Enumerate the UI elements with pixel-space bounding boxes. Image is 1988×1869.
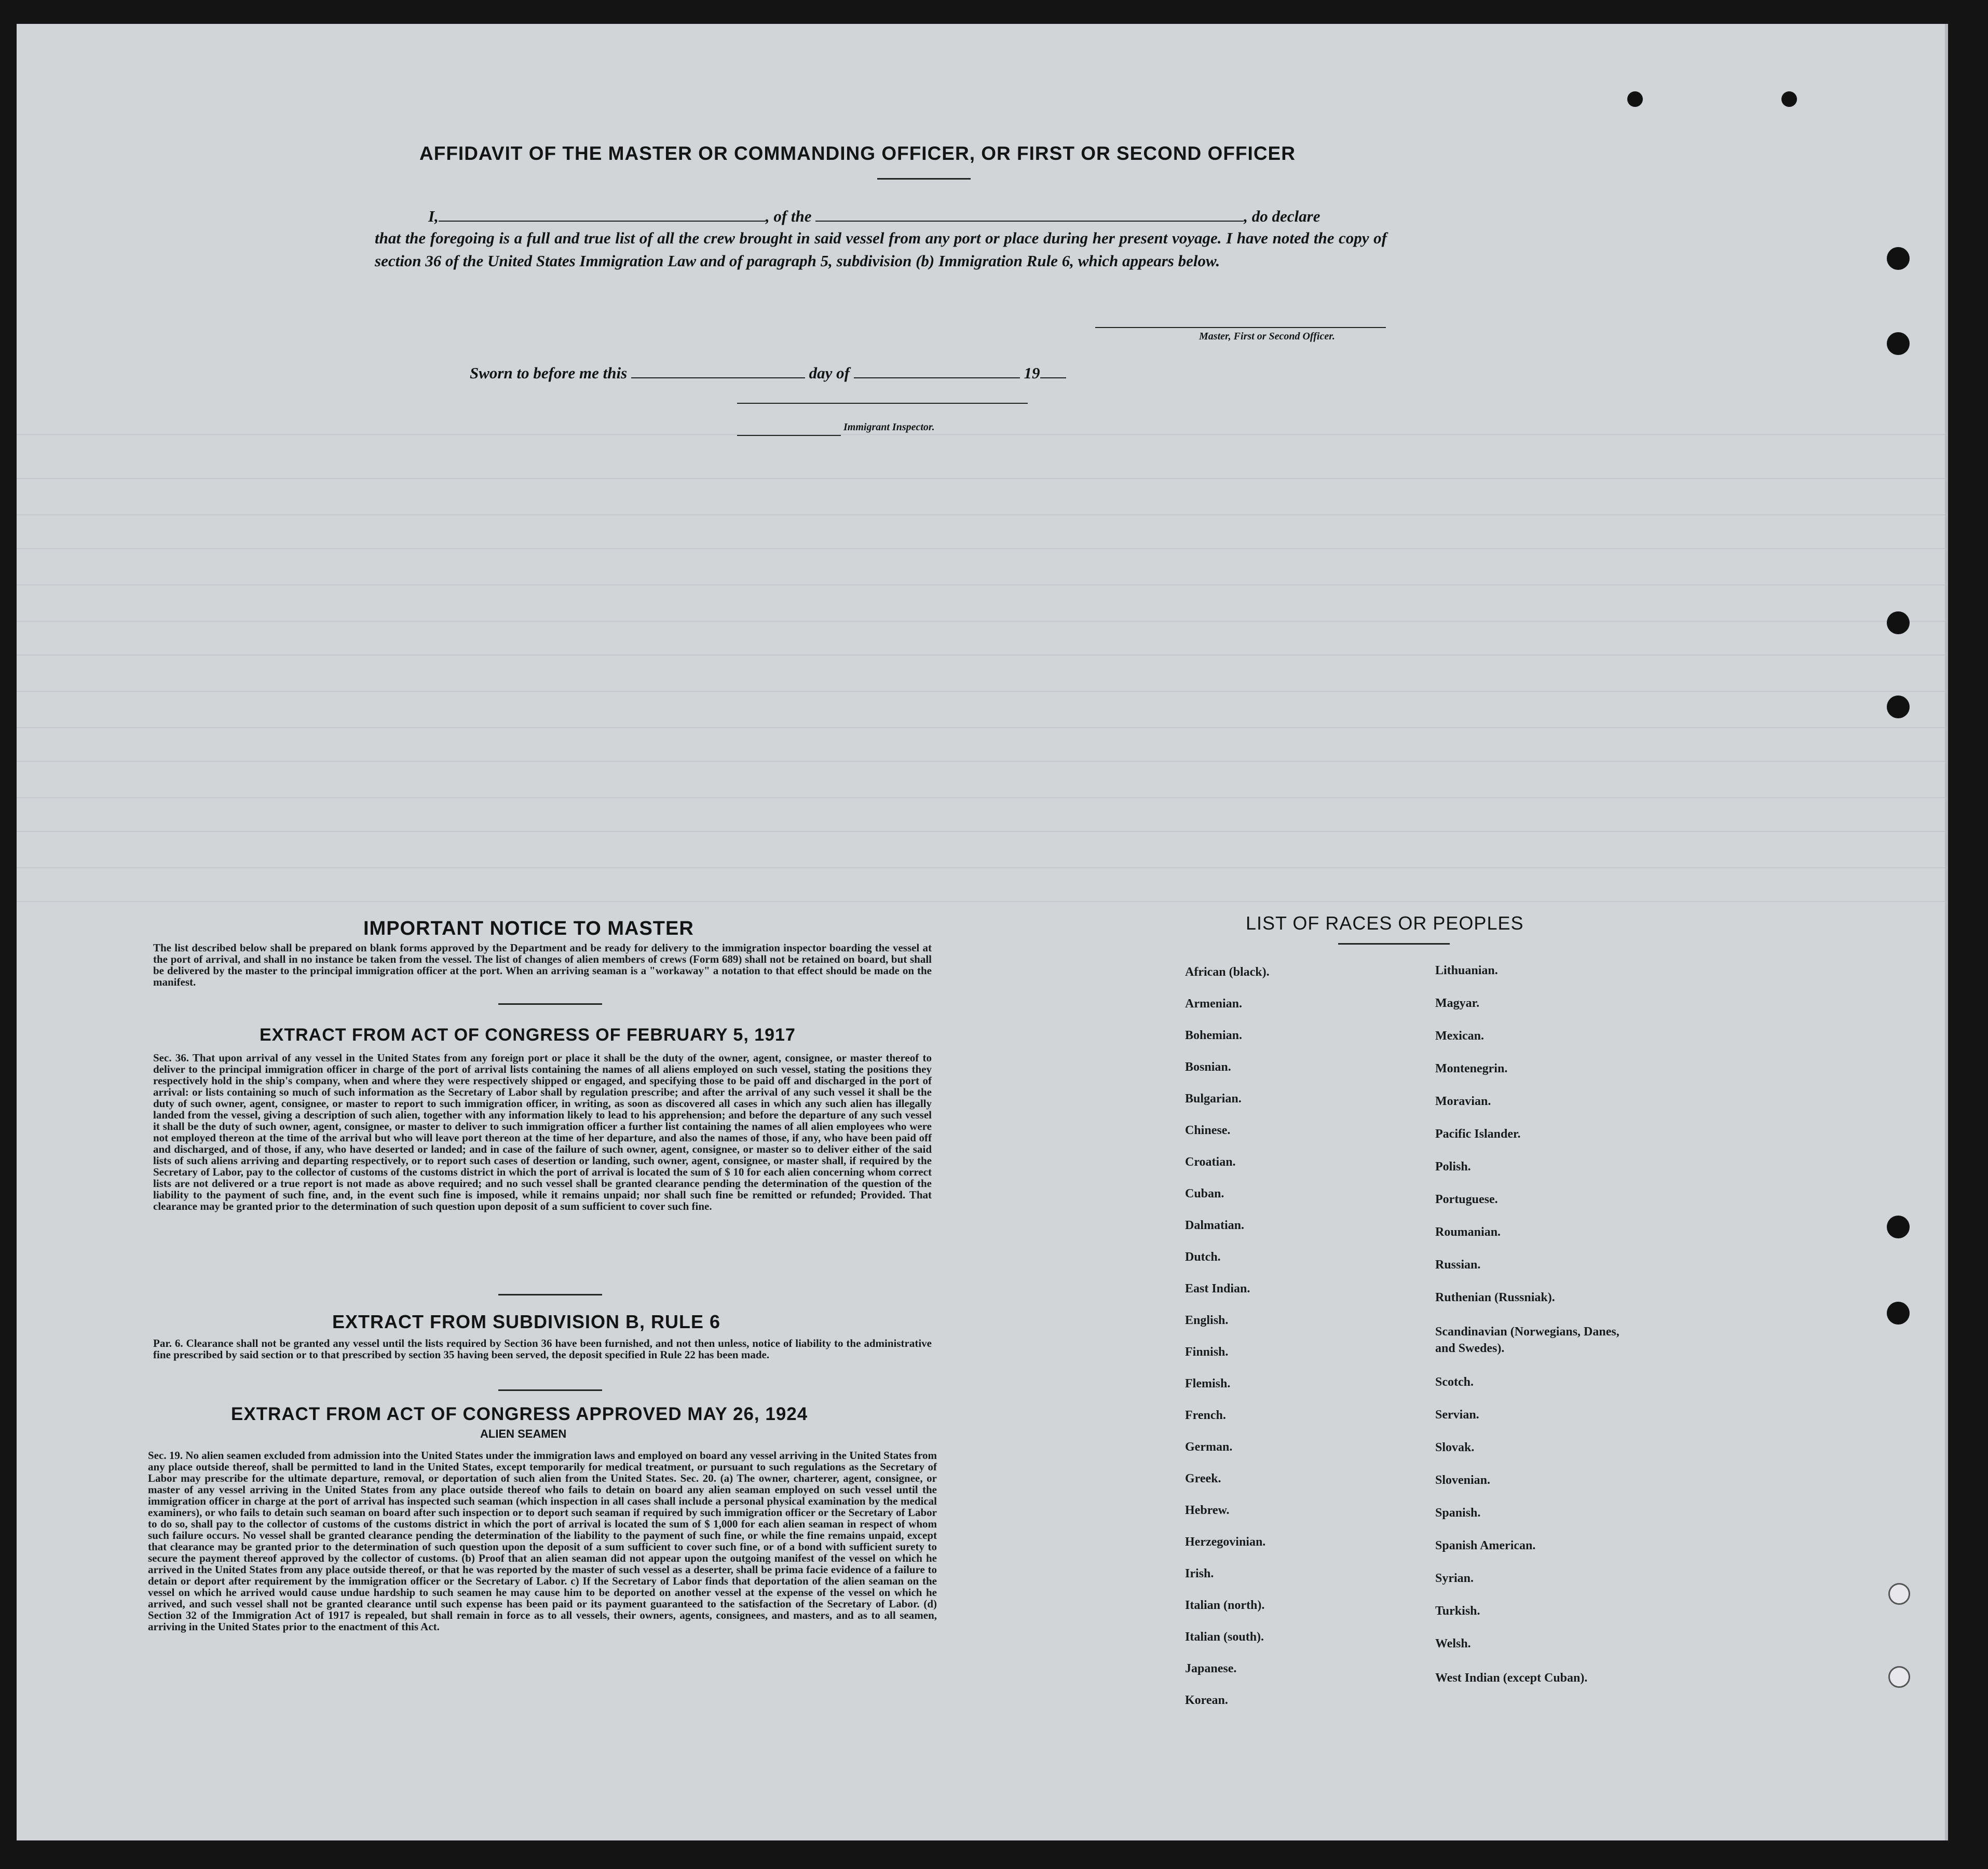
race-item: Bosnian. [1185,1060,1231,1074]
race-item: Moravian. [1435,1095,1491,1108]
race-item: Scotch. [1435,1375,1474,1389]
master-signature-caption: Master, First or Second Officer. [1199,331,1335,342]
race-item: Montenegrin. [1435,1062,1508,1075]
notice-title: IMPORTANT NOTICE TO MASTER [363,918,694,939]
rule6-divider [498,1389,602,1391]
inspector-signature-line2 [737,435,841,436]
race-item: Japanese. [1185,1662,1237,1675]
affidavit-body: that the foregoing is a full and true list of all the crew brought in said vessel from any port or place during her present voyage. I have noted the copy of section 36 of the United States Immigration Law and of paragraph 5, subdivision (b) Immigration Rule 6, which appears below. [375,229,1387,270]
race-item: Pacific Islander. [1435,1127,1521,1141]
race-item: Greek. [1185,1472,1221,1485]
race-item: Roumanian. [1435,1225,1501,1239]
race-item: Polish. [1435,1160,1471,1174]
race-item: Irish. [1185,1567,1214,1580]
race-item: Slovak. [1435,1441,1475,1454]
race-item: Turkish. [1435,1604,1480,1618]
master-signature-field[interactable] [1095,327,1386,328]
binder-hole [1887,695,1910,718]
race-item: Bulgarian. [1185,1092,1242,1106]
race-item: African (black). [1185,965,1270,979]
extract-1917-text: Sec. 36. That upon arrival of any vessel in the United States from any foreign port or place it shall be the duty of the owner, agent, consignee, or master thereof to deliver to the principal immigration officer in charge of the port of arrival lists containing the names of all aliens employed on such vessel, stating the positions they respectively hold in the ship's company, when and where they were respectively shipped or engaged, and specifying those to be paid off and discharged in the port of arrival: or lists containing so much of such information as the Secretary of Labor shall by regulation prescribe; and after the arrival of any such vessel it shall be the duty of such owner, agent, consignee, or master to report to such immigration officer, in writing, as soon as discovered all cases in which any such alien has illegally landed from the vessel, giving a description of such alien, together with any information likely to lead to his apprehension; and before the departure of any such vessel it shall be the duty of such owner, agent, consignee, or master to deliver to such immigration officer a further list containing the names of all alien employees who were not employed thereon at the time of the arrival but who will leave port thereon at the time of her departure, and also the names of those, if any, who have been paid off and discharged, and of those, if any, who have deserted or landed; and in case of the failure of such owner, agent, consignee, or master so to deliver either of the said lists of such aliens arriving and departing respectively, or to report such cases of desertion or landing, such owner, agent, consignee, or master shall, if required by the Secretary of Labor, pay to the collector of customs of the customs district in which the port of arrival is located the sum of $ 10 for each alien concerning whom correct lists are not delivered or a true report is not made as above required; and no such vessel shall be granted clearance pending the determination of the question of the liability to the payment of such fine, and, in the event such fine is imposed, while it remains unpaid; nor shall such fine be remitted or refunded; Provided. That clearance may be granted prior to the determination of such question upon deposit of a sum sufficient to cover such fine. [153,1052,932,1212]
race-item: Spanish American. [1435,1539,1536,1552]
race-item: Hebrew. [1185,1504,1230,1517]
extract-1917-divider [498,1294,602,1295]
sworn-text: Sworn to before me this [470,364,628,382]
inspector-signature-field[interactable] [737,403,1028,404]
sworn-year-field[interactable] [1040,377,1066,378]
affidavit-declaration-line [428,205,1388,228]
race-item: East Indian. [1185,1282,1250,1295]
year-prefix: 19 [1024,364,1040,382]
declare-text: , do declare [1244,207,1320,225]
binder-hole [1887,611,1910,634]
sworn-day-field[interactable] [631,377,805,378]
race-item: Slovenian. [1435,1474,1491,1487]
sworn-month-field[interactable] [854,377,1020,378]
affiant-prefix: I, [428,207,439,225]
race-item: Italian (south). [1185,1630,1264,1644]
race-item: Welsh. [1435,1637,1471,1650]
race-item: English. [1185,1314,1229,1327]
race-item: Syrian. [1435,1572,1474,1585]
binder-hole [1888,1583,1910,1605]
races-title: LIST OF RACES OR PEOPLES [1246,912,1524,934]
affiant-name-field[interactable] [439,221,766,222]
race-item: Magyar. [1435,997,1480,1010]
race-item: Croatian. [1185,1155,1236,1169]
race-item: Finnish. [1185,1345,1229,1359]
race-item: Russian. [1435,1258,1481,1272]
race-item: Scandinavian (Norwegians, Danes, and Swedes). [1435,1325,1619,1355]
race-item: Lithuanian. [1435,964,1498,977]
inspector-caption: Immigrant Inspector. [843,421,935,433]
race-item: Armenian. [1185,997,1242,1011]
vessel-prefix: , of the [765,207,812,225]
race-item: Chinese. [1185,1124,1231,1137]
race-item: Ruthenian (Russniak). [1435,1291,1555,1304]
binder-hole [1887,1302,1910,1325]
race-item: French. [1185,1409,1226,1422]
binder-hole [1781,91,1797,107]
race-item: Portuguese. [1435,1193,1498,1206]
notice-divider [498,1003,602,1005]
race-item: German. [1185,1440,1233,1454]
affidavit-title: AFFIDAVIT OF THE MASTER OR COMMANDING OFFICER, OR FIRST OR SECOND OFFICER [419,143,1296,164]
affidavit-title-underline [877,178,971,180]
race-item: Dalmatian. [1185,1219,1244,1232]
binder-hole [1887,1216,1910,1238]
race-item: Korean. [1185,1694,1228,1707]
race-item: Servian. [1435,1408,1479,1422]
race-item: Italian (north). [1185,1599,1265,1612]
sworn-line [470,362,1066,385]
vessel-name-field[interactable] [815,221,1244,222]
race-item: Flemish. [1185,1377,1231,1390]
extract-1917-title: EXTRACT FROM ACT OF CONGRESS OF FEBRUARY 5, 1917 [260,1025,796,1045]
race-item: Cuban. [1185,1187,1224,1200]
binder-hole [1627,91,1643,107]
binder-hole [1888,1666,1910,1688]
rule6-text: Par. 6. Clearance shall not be granted any vessel until the lists required by Section 36 have been furnished, and not then unless, notice of liability to the administrative fine prescribed by said section or to that prescribed by section 35 having been served, the deposit specified in Rule 22 has been made. [153,1337,932,1361]
notice-text: The list described below shall be prepared on blank forms approved by the Department and be ready for delivery to the immigration inspector boarding the vessel at the port of arrival, and shall in no instance be taken from the vessel. The list of changes of alien members of crews (Form 689) shall not be retained on board, but shall be delivered by the master to the principal immigration officer at the port. When an arriving seaman is a "workaway" a notation to that effect should be made on the manifest. [153,942,932,988]
extract-1924-title: EXTRACT FROM ACT OF CONGRESS APPROVED MAY 26, 1924 [231,1404,808,1424]
race-item: Mexican. [1435,1029,1484,1043]
race-item: Dutch. [1185,1250,1221,1264]
extract-1924-text: Sec. 19. No alien seamen excluded from admission into the United States under the immigration laws and employed on board any vessel arriving in the United States from any place outside thereof, shall be permitted to land in the United States, except temporarily for medical treatment, or pursuant to such regulations as the Secretary of Labor may prescribe for the ultimate departure, removal, or deportation of such alien from the United States. Sec. 20. (a) The owner, charterer, agent, consignee, or master of any vessel arriving in the United States from any place outside thereof who fails to detain on board any alien seaman employed on such vessel until the immigration officer in charge at the port of arrival has inspected such seaman (which inspection in all cases shall include a personal physical examination by the medical examiners), or who fails to detain such seaman on board after such inspection or to deport such seaman if required by such immigration officer or the Secretary of Labor to do so, shall pay to the collector of customs of the customs district in which the port of arrival is located the sum of $ 1,000 for each alien seaman in respect of whom such failure occurs. No vessel shall be granted clearance pending the determination of the liability to the payment of such fine, or while the fine remains unpaid, except that clearance may be granted prior to the determination of such question upon the deposit of a sum sufficient to cover such fine, or of a bond with sufficient surety to secure the payment thereof approved by the collector of customs. (b) Proof that an alien seaman did not appear upon the outgoing manifest of the vessel on which he arrived in the United States from any place outside thereof, or that he was reported by the master of such vessel as a deserter, shall be prima facie evidence of a failure to detain or deport after requirement by the immigration officer or the Secretary of Labor. c) If the Secretary of Labor finds that deportation of the alien seaman on the vessel on which he arrived would cause undue hardship to such seamen he may cause him to be deported on another vessel at the expense of the vessel on which he arrived, and such vessel shall not be granted clearance until such expense has been paid or its payment guaranteed to the satisfaction of the Secretary of Labor. (d) Section 32 of the Immigration Act of 1917 is repealed, but shall remain in force as to all vessels, their owners, agents, consignees, and masters, and as to all seamen, arriving in the United States prior to the enactment of this Act. [148,1449,937,1633]
day-of-text: day of [809,364,850,382]
extract-1924-subtitle: ALIEN SEAMEN [480,1427,567,1440]
rule6-title: EXTRACT FROM SUBDIVISION B, RULE 6 [332,1311,721,1332]
race-item: Herzegovinian. [1185,1535,1266,1549]
binder-hole [1887,332,1910,355]
binder-hole [1887,247,1910,270]
races-title-underline [1338,943,1450,945]
race-item: West Indian (except Cuban). [1435,1671,1588,1685]
race-item: Spanish. [1435,1506,1481,1520]
race-item: Bohemian. [1185,1029,1243,1042]
